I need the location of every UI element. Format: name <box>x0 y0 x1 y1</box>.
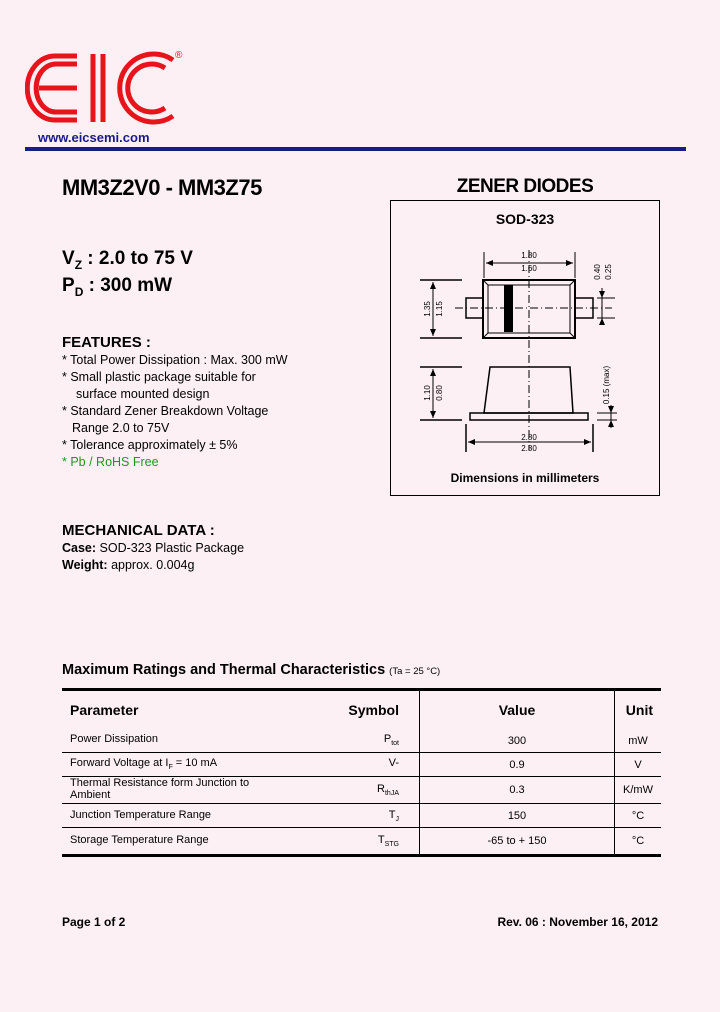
dim-label: 1.15 <box>435 301 444 317</box>
table-row: Junction Temperature Range $T_J$ 150 °C <box>62 804 661 828</box>
dim-label: 0.25 <box>604 264 613 280</box>
table-row: Thermal Resistance form Junction to Ambient $R_{thJA}$ 0.3 K/mW <box>62 777 661 804</box>
weight-line: Weight: approx. 0.004g <box>62 558 195 572</box>
revision-date: Rev. 06 : November 16, 2012 <box>497 915 658 929</box>
col-value: Value <box>420 690 615 730</box>
dim-label: 0.80 <box>435 385 444 401</box>
dimensions-note: Dimensions in millimeters <box>450 471 600 485</box>
feature-item: * Standard Zener Breakdown Voltage <box>62 404 269 418</box>
spec-vz: $V_Z$ : 2.0 to 75 V <box>62 248 193 272</box>
dim-label: 1.80 <box>521 251 537 260</box>
dim-label: 1.10 <box>423 385 432 401</box>
dim-label: 1.35 <box>423 301 432 317</box>
feature-item: * Small plastic package suitable for <box>62 370 256 384</box>
col-parameter: Parameter <box>70 702 139 718</box>
mechanical-heading: MECHANICAL DATA : <box>62 522 215 539</box>
table-row: Power Dissipation $P_{tot}$ 300 mW <box>62 729 661 753</box>
cathode-band <box>504 285 513 332</box>
table-row: Storage Temperature Range $T_{STG}$ -65 to + 150 °C <box>62 828 661 856</box>
registered-mark: ® <box>175 50 183 61</box>
dim-label: 1.60 <box>521 264 537 273</box>
dim-label: 0.15 (max) <box>602 365 611 405</box>
case-line: Case: SOD-323 Plastic Package <box>62 541 245 555</box>
table-header-row <box>62 690 661 730</box>
spec-pd: $P_D$ : 300 mW <box>62 275 173 299</box>
feature-item: * Tolerance approximately ± 5% <box>62 438 238 452</box>
dim-label: 0.40 <box>593 264 602 280</box>
features-heading: FEATURES : <box>62 334 151 351</box>
feature-item: surface mounted design <box>76 387 210 401</box>
feature-item: * Total Power Dissipation : Max. 300 mW <box>62 353 288 367</box>
page-number: Page 1 of 2 <box>62 915 126 929</box>
ratings-heading: Maximum Ratings and Thermal Characteristics (Ta = 25 °C) <box>62 662 441 678</box>
dim-label: 2.80 <box>521 433 537 442</box>
col-symbol: Symbol <box>271 690 420 730</box>
feature-item: Range 2.0 to 75V <box>72 421 170 435</box>
category-title: ZENER DIODES <box>456 176 594 197</box>
part-number-title: MM3Z2V0 - MM3Z75 <box>62 175 262 200</box>
dim-label: 2.30 <box>521 444 537 453</box>
table-row: Forward Voltage at $I_F = 10$ mA V- 0.9 V <box>62 753 661 777</box>
col-unit: Unit <box>625 702 653 718</box>
feature-item-rohs: * Pb / RoHS Free <box>62 455 159 469</box>
website-link[interactable]: www.eicsemi.com <box>38 130 150 145</box>
package-name: SOD-323 <box>495 211 555 227</box>
ratings-table <box>62 688 661 857</box>
